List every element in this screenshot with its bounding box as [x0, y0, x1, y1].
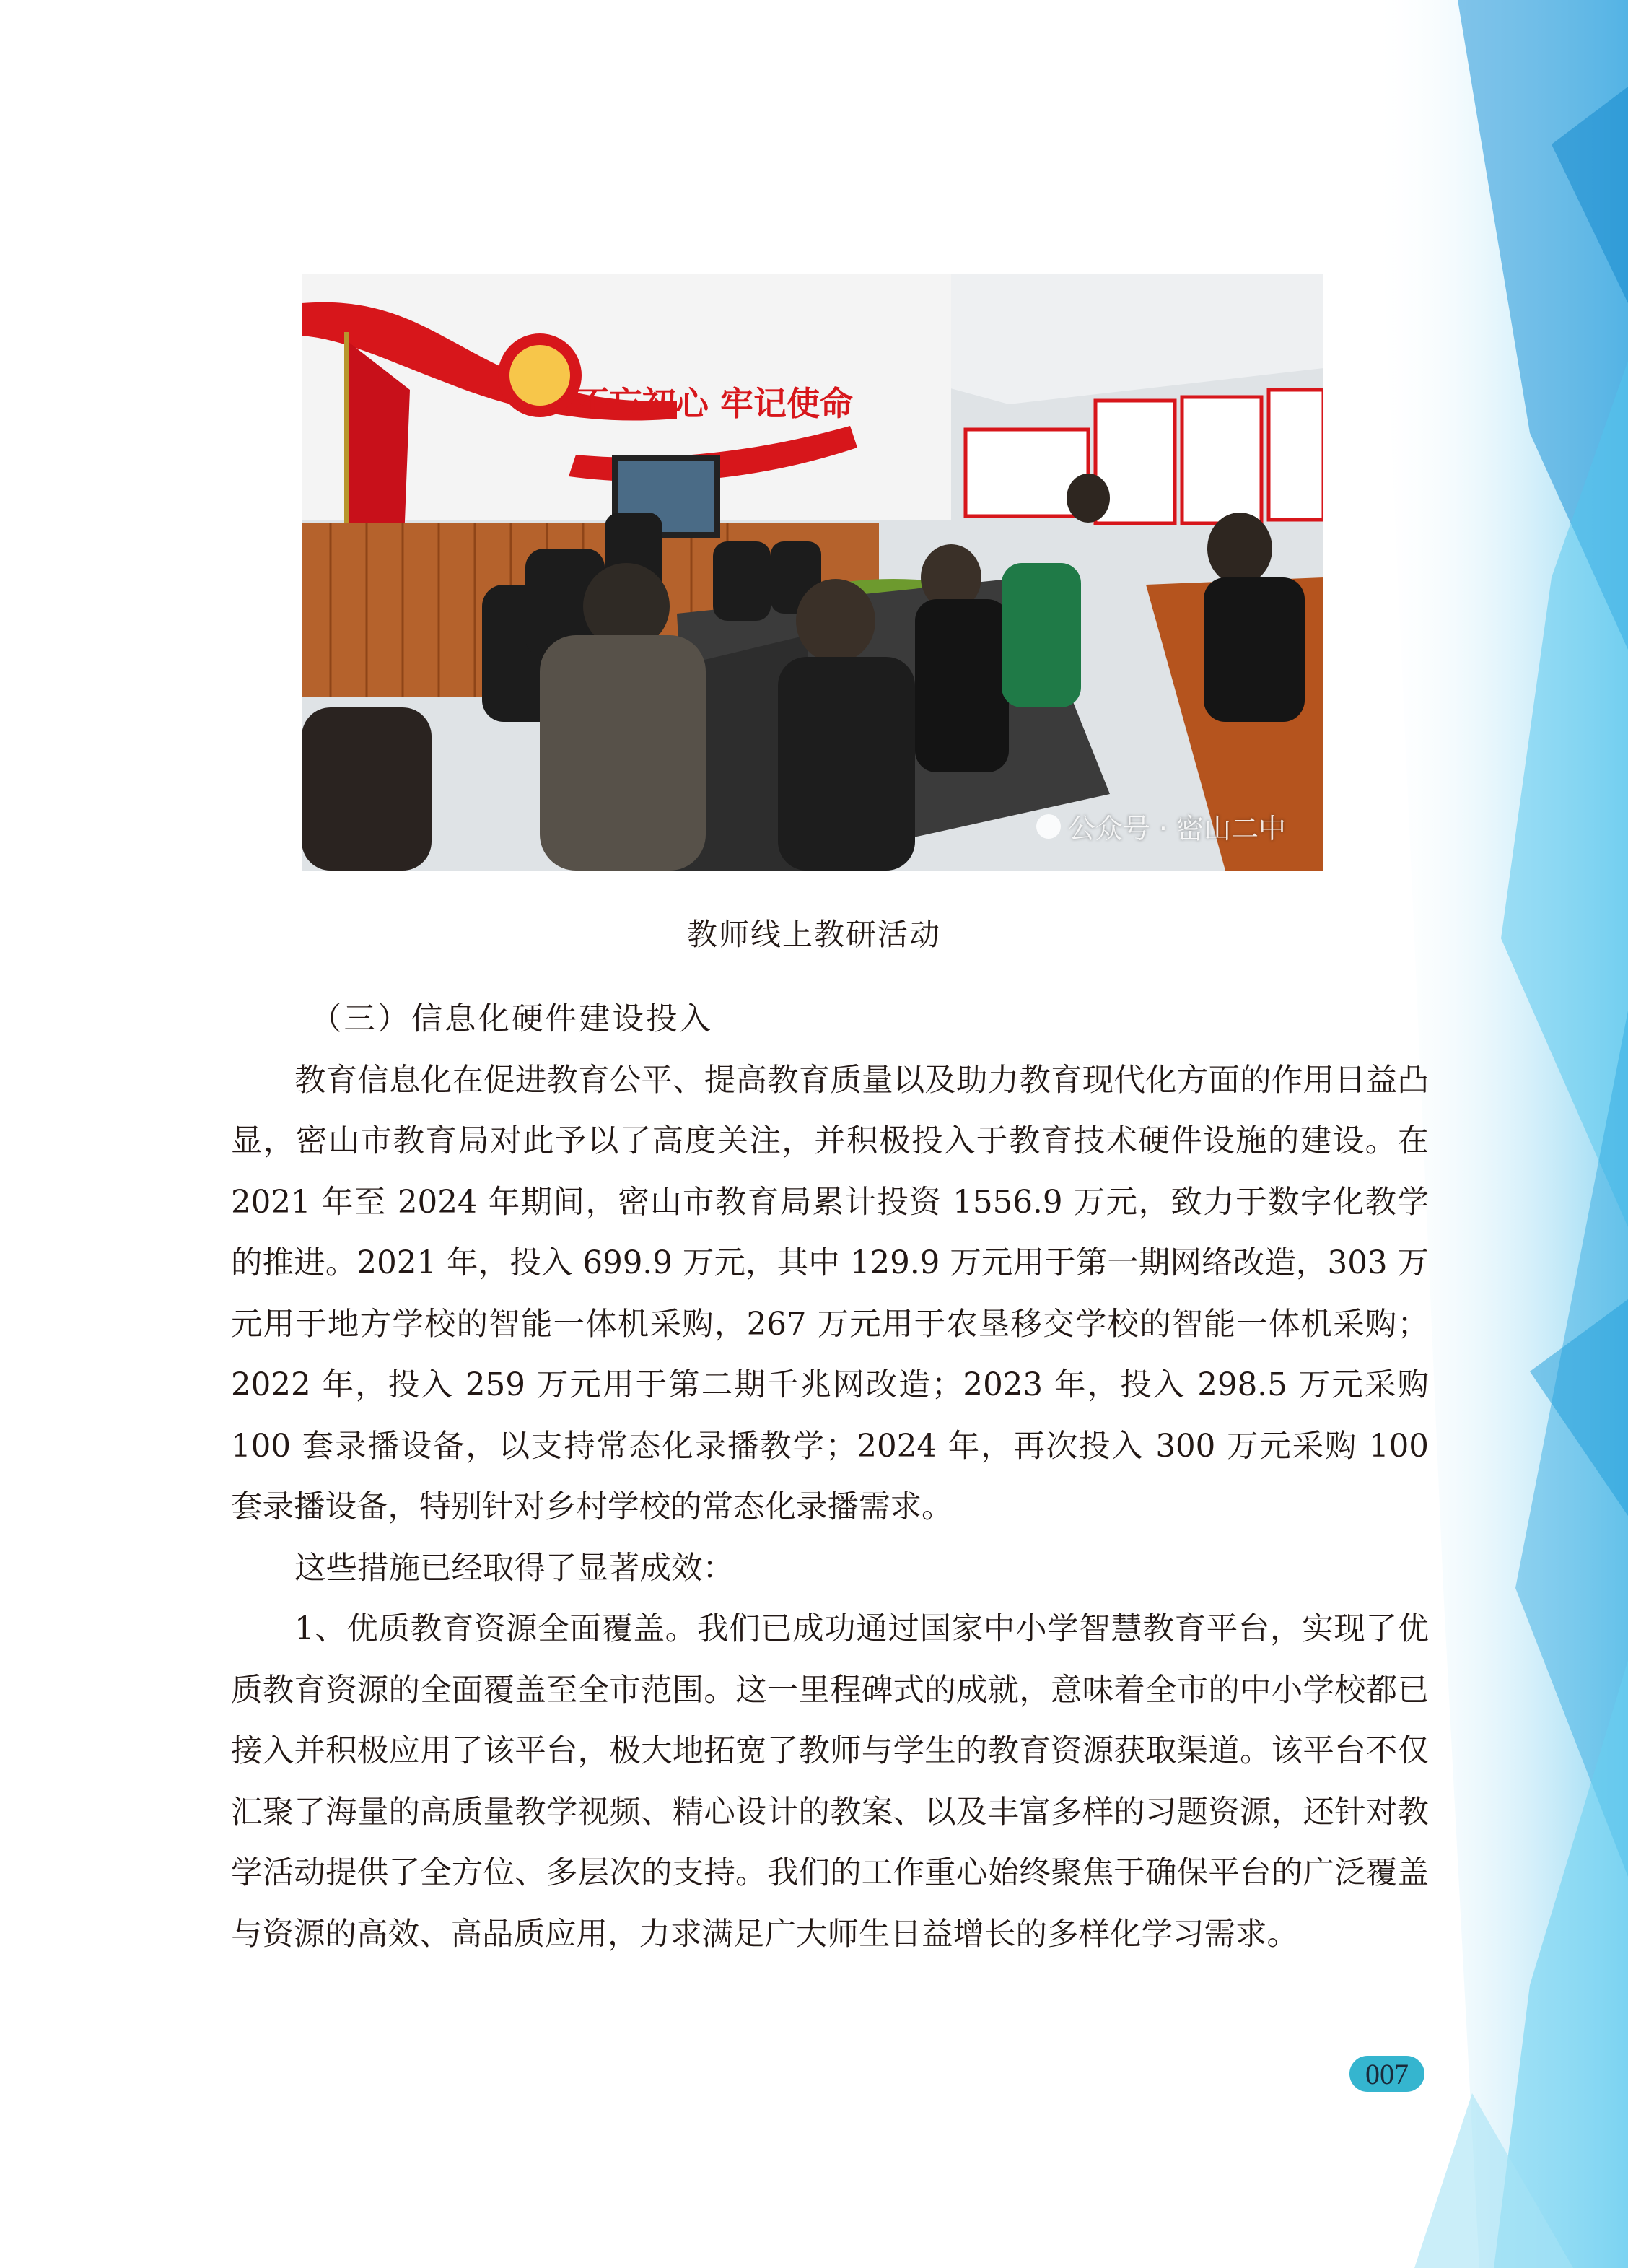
wechat-icon [1036, 814, 1061, 839]
photo-watermark [1036, 806, 1286, 846]
body-text [231, 989, 1429, 1965]
photo-caption: 教师线上教研活动 [686, 917, 941, 952]
paragraph-resource-coverage: 1、优质教育资源全面覆盖。我们已成功通过国家中小学智慧教育平台，实现了优质教育资源的全面覆盖至全市范围。这一里程碑式的成就，意味着全市的中小学校都已接入并积极应用了该平台，极大地拓宽了教师与学生的教育资源获取渠道。该平台不仅汇聚了海量的高质量教学视频、精心设计的教案、以及丰富多样的习题资源，还针对教学活动提供了全方位、多层次的支持。我们的工作重心始终聚焦于确保平台的广泛覆盖与资源的高效、高品质应用，力求满足广大师生日益增长的多样化学习需求。 [231, 1611, 1429, 1953]
meeting-photo [302, 274, 1323, 871]
banner-slogan: 不忘初心 牢记使命 [576, 384, 854, 423]
section-heading: （三）信息化硬件建设投入 [310, 1001, 713, 1037]
page-number: 007 [1349, 2056, 1424, 2092]
paragraph-results-intro: 这些措施已经取得了显著成效： [294, 1550, 734, 1587]
watermark-text: 公众号 · 密山二中 [1067, 813, 1286, 845]
paragraph-investment: 教育信息化在促进教育公平、提高教育质量以及助力教育现代化方面的作用日益凸显，密山市教育局对此予以了高度关注，并积极投入于教育技术硬件设施的建设。在 2021 年至 2024 年期间，密山市教育局累计投资 1556.9 万元，致力于数字化教学的推进。2021 年，投入 699.9 万元，其中 129.9 万元用于第一期网络改造，303 万元用于地方学校的智能一体机采购，267 万元用于农垦移交学校的智能一体机采购；2022 年，投入 259 万元用于第二期千兆网改造；2023 年，投入 298.5 万元采购 100 套录播设备，以支持常态化录播教学；2024 年，再次投入 300 万元采购 100 套录播设备，特别针对乡村学校的常态化录播需求。 [231, 1062, 1429, 1525]
meeting-photo-drawing [302, 274, 1323, 871]
